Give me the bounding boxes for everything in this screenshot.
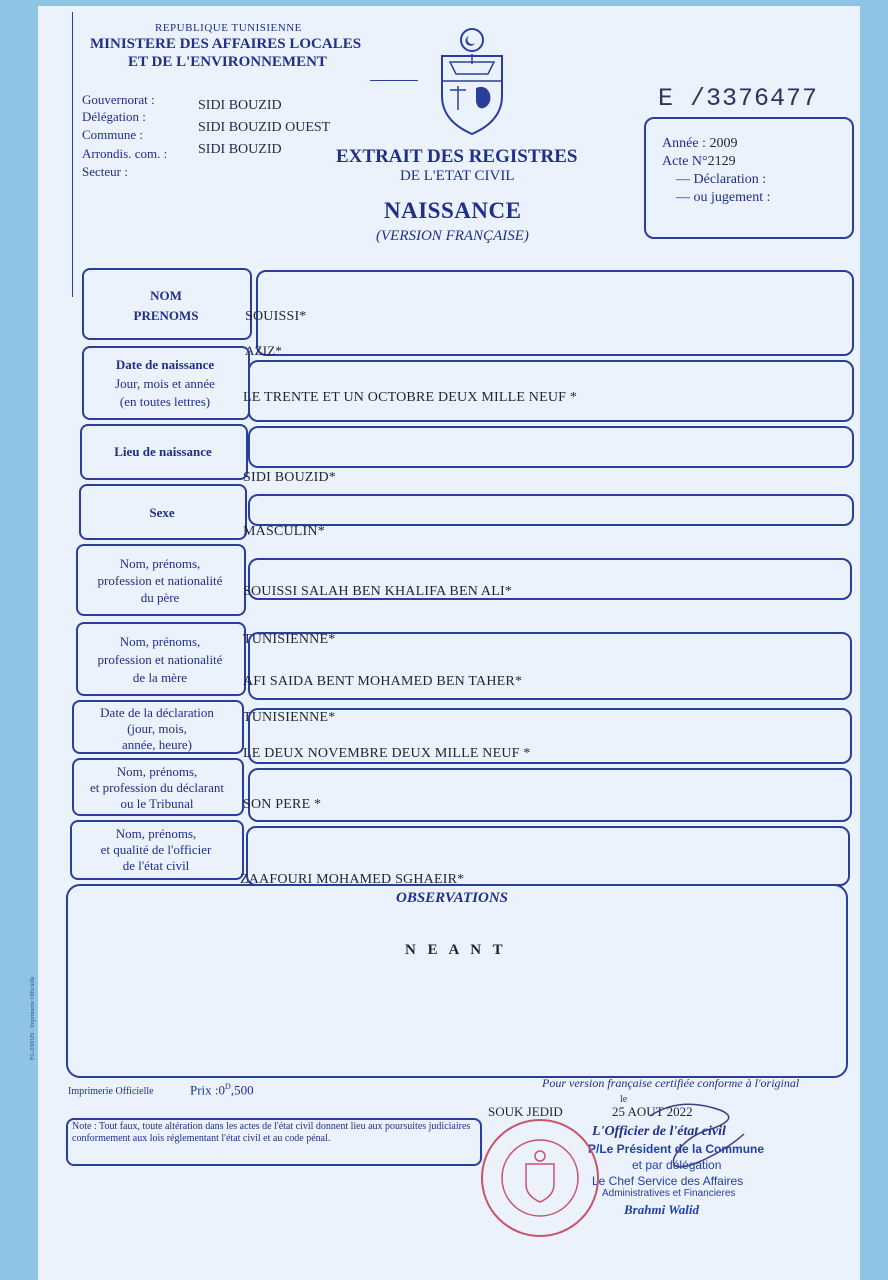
footer-le: le [620,1094,628,1105]
footer-signataire: Brahmi Walid [624,1202,700,1217]
date-label: Date de naissance [115,357,215,372]
nom-label: NOM [150,288,182,303]
observations-box [66,884,848,1078]
footer-date: 25 AOUT 2022 [612,1104,693,1119]
date-sublabel2: (en toutes lettres) [119,394,211,409]
gouvernorat-value: SIDI BOUZID [198,98,282,113]
declarant-label3: ou le Tribunal [120,796,194,811]
left-rule [72,12,73,297]
pere-label1: Nom, prénoms, [119,556,201,571]
declarant-label1: Nom, prénoms, [116,764,198,779]
republic-label: REPUBLIQUE TUNISIENNE [155,22,302,34]
decl-label1: Date de la déclaration [100,705,214,720]
ministry-line2: ET DE L'ENVIRONNEMENT [128,54,327,70]
lieu-label: Lieu de naissance [114,444,212,459]
footer-officier: L'Officier de l'état civil [592,1124,726,1139]
pere-nationalite: TUNISIENNE* [243,632,336,647]
observations-value: N E A N T [405,942,507,958]
title-etat-civil: DE L'ETAT CIVIL [400,168,515,184]
pere-label3: du père [140,590,180,605]
lieu-value: SIDI BOUZID* [243,470,337,485]
acte-value: 2129 [707,154,736,169]
footer-president: P/Le Président de la Commune [588,1142,765,1156]
title-extrait: EXTRAIT DES REGISTRES [336,146,578,167]
annee-label: Année : 2009 [662,136,738,151]
nom-value: SOUISSI* [245,309,307,324]
annee-value: 2009 [709,136,738,151]
footer-admin: Administratives et Financieres [602,1188,736,1199]
prenom-value: AZIZ* [245,343,283,358]
sexe-label: Sexe [149,505,175,520]
secteur-label: Secteur : [82,164,128,179]
declarant-value-box [248,768,852,822]
delegation-label: Délégation : [82,109,146,124]
imprimerie-label: Imprimerie Officielle [68,1086,154,1097]
mere-value: AFI SAIDA BENT MOHAMED BEN TAHER* [243,674,523,689]
officier-label1: Nom, prénoms, [115,826,197,841]
lieu-value-box [248,426,854,468]
footer-lieu: SOUK JEDID [488,1104,563,1119]
commune-stamp-icon [478,1116,602,1240]
coat-of-arms-icon [436,26,508,136]
decl-label3: année, heure) [121,737,192,752]
ministry-line1: MINISTERE DES AFFAIRES LOCALES [90,36,362,52]
mere-label2: profession et nationalité [97,652,223,667]
decl-label2: (jour, mois, [127,721,187,736]
acte-label: Acte N°2129 [662,154,736,169]
footer-delegation: et par délégation [632,1158,722,1172]
observations-title: OBSERVATIONS [396,890,508,906]
title-naissance: NAISSANCE [384,198,522,223]
conforme-text: Pour version française certifiée conforme à l'original [542,1076,800,1090]
title-version: (VERSION FRANÇAISE) [376,228,529,244]
declarant-value: SON PERE * [243,797,322,812]
officier-value: ZAAFOURI MOHAMED SGHAEIR* [240,872,465,887]
commune-label: Commune : [82,127,144,142]
mere-label3: de la mère [132,670,188,685]
gouvernorat-label: Gouvernorat : [82,92,155,107]
declaration-label: — Déclaration : [676,172,767,187]
delegation-value: SIDI BOUZID OUEST [198,120,331,135]
signature-icon [640,1096,750,1186]
decl-value: LE DEUX NOVEMBRE DEUX MILLE NEUF * [243,746,531,761]
pere-label2: profession et nationalité [97,573,223,588]
officier-label2: et qualité de l'officier [100,842,212,857]
side-print: FG.030029 · Imprimerie Officielle [30,976,36,1060]
date-sublabel: Jour, mois et année [115,376,215,391]
nom-label-box [82,268,252,340]
sexe-value-box [248,494,854,526]
prix-label: Prix $:0^D,500$ [190,1082,254,1098]
footer-chef: Le Chef Service des Affaires [592,1174,744,1188]
note-text: Note : Tout faux, toute altération dans les actes de l'état civil donnent lieu aux poursuites judiciaires conformement aux lois réglementant l'état civil et au code pénal. [72,1121,471,1144]
pere-value: SOUISSI SALAH BEN KHALIFA BEN ALI* [243,584,513,599]
sexe-value: MASCULIN* [243,524,325,539]
mere-label1: Nom, prénoms, [119,634,201,649]
nom-value-box [256,270,854,356]
date-value: LE TRENTE ET UN OCTOBRE DEUX MILLE NEUF * [243,390,578,405]
arrondis-label: Arrondis. com. : [82,146,168,161]
jugement-label: — ou jugement : [676,190,771,205]
prenoms-label: PRENOMS [133,308,199,323]
serial-number: E /3376477 [658,84,819,113]
mere-nationalite: TUNISIENNE* [243,710,336,725]
header-rule [370,80,418,81]
commune-value: SIDI BOUZID [198,142,282,157]
officier-label3: de l'état civil [122,858,190,873]
declarant-label2: et profession du déclarant [90,780,224,795]
